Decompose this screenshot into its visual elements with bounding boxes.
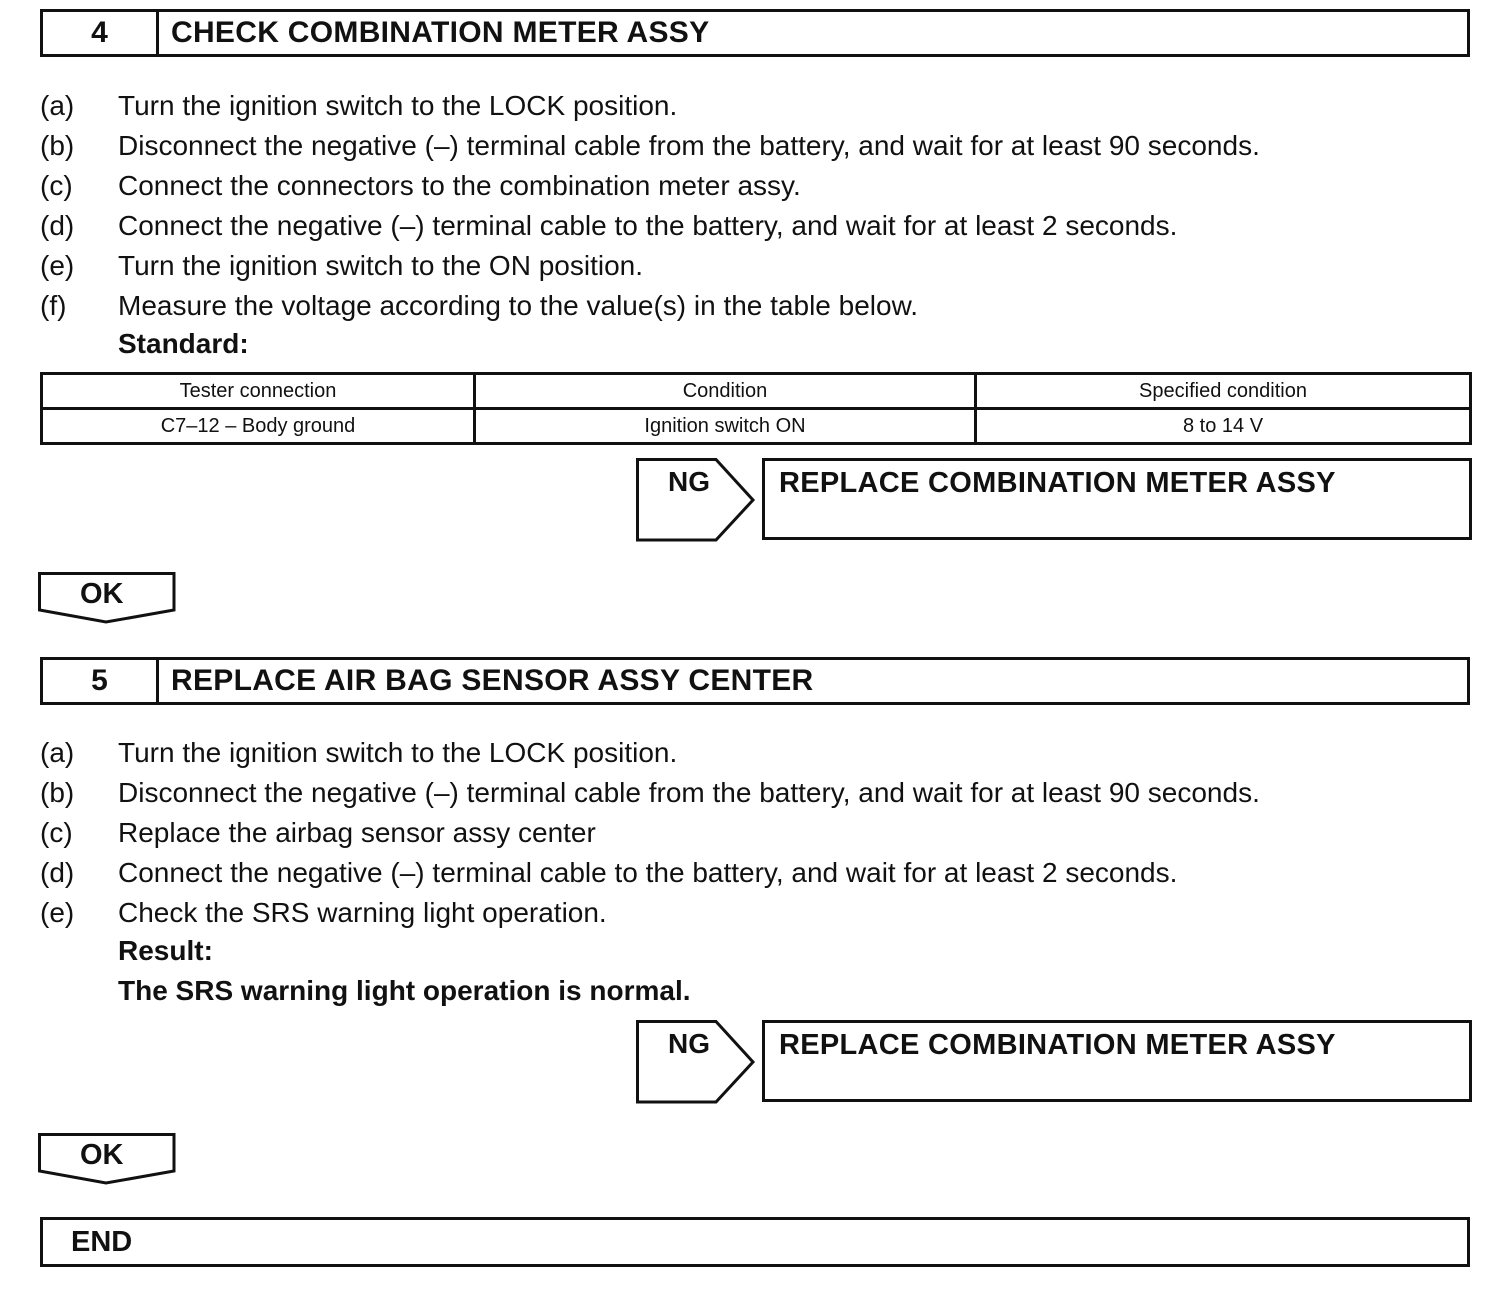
ng-label: NG: [668, 466, 710, 497]
spec-table: [40, 372, 1472, 445]
step-number: 4: [43, 12, 159, 54]
step-5-header: [40, 657, 1470, 705]
instruction-label: (b): [40, 130, 75, 161]
result-label: Result:: [118, 935, 213, 966]
instruction-label: (b): [40, 777, 75, 808]
step-title: CHECK COMBINATION METER ASSY: [171, 16, 710, 49]
instruction-text: Connect the connectors to the combination meter assy.: [118, 170, 801, 201]
ng-label: NG: [668, 1028, 710, 1059]
instruction-item: [40, 286, 918, 326]
instruction-item: [40, 206, 1177, 246]
ng-tag: [636, 1020, 756, 1104]
end-label: END: [71, 1226, 133, 1258]
instruction-text: Disconnect the negative (–) terminal cable from the battery, and wait for at least 90 seconds.: [118, 777, 1260, 808]
instruction-item: [40, 166, 801, 206]
ng-action-box: [762, 1020, 1472, 1102]
table-row: [42, 409, 1471, 444]
ok-tag: [38, 1133, 176, 1185]
instruction-label: (e): [40, 897, 75, 928]
instruction-label: (f): [40, 290, 67, 321]
instruction-label: (a): [40, 737, 75, 768]
instruction-text: Turn the ignition switch to the LOCK position.: [118, 90, 678, 121]
ng-tag: [636, 458, 756, 542]
step-number: 5: [43, 660, 159, 702]
table-header-row: [42, 374, 1471, 409]
ng-action-text: REPLACE COMBINATION METER ASSY: [779, 467, 1336, 499]
result-text: The SRS warning light operation is normal.: [118, 975, 691, 1006]
instruction-text: Turn the ignition switch to the LOCK position.: [118, 737, 678, 768]
ok-tag: [38, 572, 176, 624]
instruction-item: [40, 773, 1260, 813]
table-cell: Ignition switch ON: [475, 409, 976, 444]
instruction-item: [40, 813, 596, 853]
instruction-label: (e): [40, 250, 75, 281]
table-cell: 8 to 14 V: [976, 409, 1471, 444]
instruction-label: (a): [40, 90, 75, 121]
ok-label: OK: [80, 578, 124, 610]
table-header: Condition: [475, 374, 976, 409]
instruction-text: Measure the voltage according to the value(s) in the table below.: [118, 290, 919, 321]
step-title: REPLACE AIR BAG SENSOR ASSY CENTER: [171, 664, 814, 697]
instruction-item: [40, 86, 677, 126]
instruction-text: Turn the ignition switch to the ON position.: [118, 250, 643, 281]
instruction-text: Check the SRS warning light operation.: [118, 897, 607, 928]
instruction-item: [40, 853, 1177, 893]
ng-action-text: REPLACE COMBINATION METER ASSY: [779, 1029, 1336, 1061]
step-4-header: [40, 9, 1470, 57]
standard-label: Standard:: [118, 328, 249, 359]
table-header: Tester connection: [42, 374, 475, 409]
instruction-item: [40, 893, 607, 933]
table-cell: C7–12 – Body ground: [42, 409, 475, 444]
instruction-item: [40, 733, 677, 773]
instruction-item: [40, 126, 1260, 166]
end-box: [40, 1217, 1470, 1267]
instruction-label: (c): [40, 817, 73, 848]
instruction-label: (c): [40, 170, 73, 201]
ng-action-box: [762, 458, 1472, 540]
instruction-item: [40, 246, 643, 286]
instruction-text: Disconnect the negative (–) terminal cable from the battery, and wait for at least 90 seconds.: [118, 130, 1260, 161]
ok-label: OK: [80, 1139, 124, 1171]
instruction-label: (d): [40, 210, 75, 241]
instruction-text: Connect the negative (–) terminal cable to the battery, and wait for at least 2 seconds.: [118, 857, 1178, 888]
instruction-text: Connect the negative (–) terminal cable to the battery, and wait for at least 2 seconds.: [118, 210, 1178, 241]
instruction-label: (d): [40, 857, 75, 888]
table-header: Specified condition: [976, 374, 1471, 409]
instruction-text: Replace the airbag sensor assy center: [118, 817, 596, 848]
